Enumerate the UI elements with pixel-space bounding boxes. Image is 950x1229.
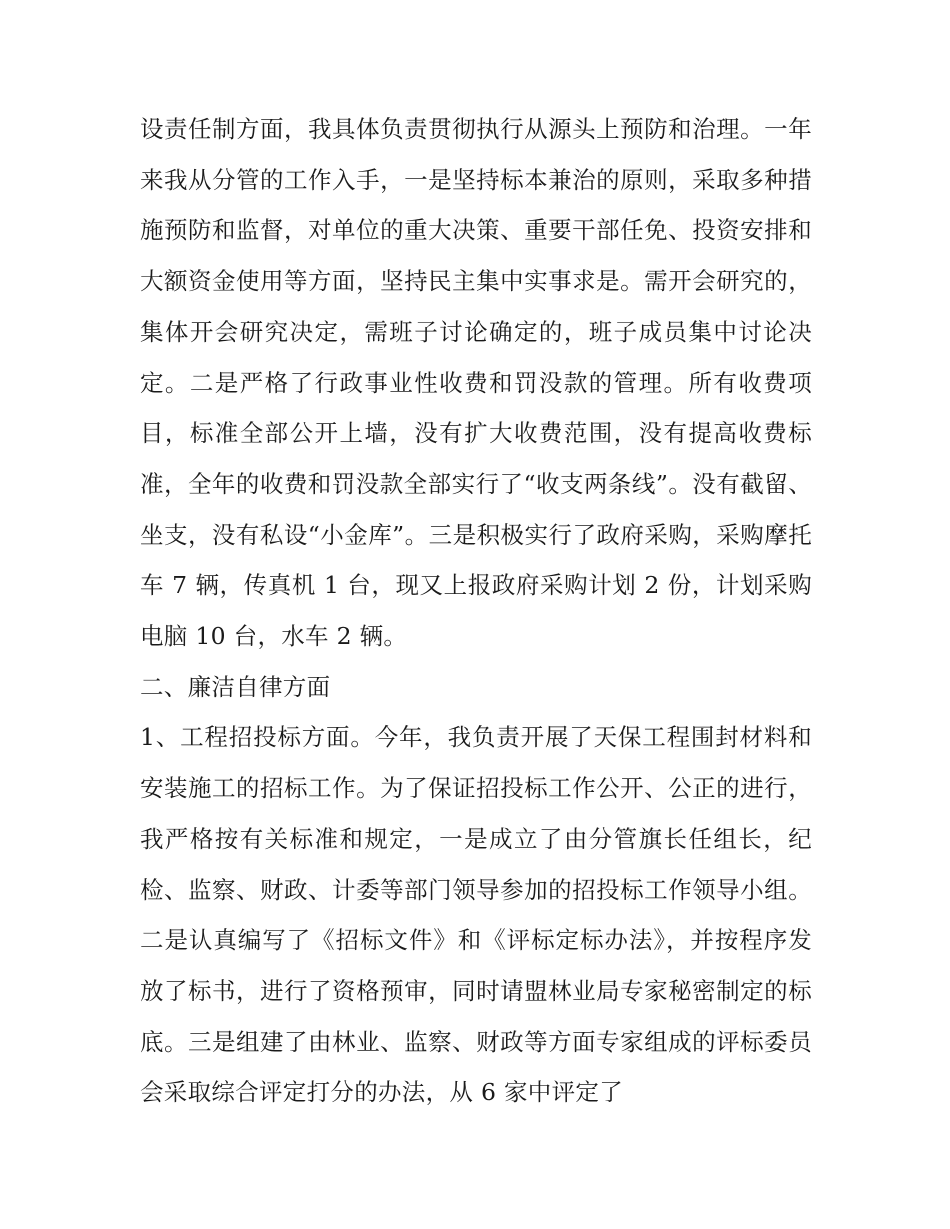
paragraph-responsibility-system: 设责任制方面，我具体负责贯彻执行从源头上预防和治理。一年来我从分管的工作入手，一是坚持标本兼治的原则，采取多种措施预防和监督，对单位的重大决策、重要干部任免、投资安排和大额资金使用等方面，坚持民主集中实事求是。需开会研究的，集体开会研究决定，需班子讨论确定的，班子成员集中讨论决定。二是严格了行政事业性收费和罚没款的管理。所有收费项目，标准全部公开上墙，没有扩大收费范围，没有提高收费标准，全年的收费和罚没款全部实行了“收支两条线”。没有截留、坐支，没有私设“小金库”。三是积极实行了政府采购，采购摩托车 7 辆，传真机 1 台，现又上报政府采购计划 2 份，计划采购电脑 10 台，水车 2 辆。 (140, 115, 812, 651)
paragraph-bidding: 1、工程招投标方面。今年，我负责开展了天保工程围封材料和安装施工的招标工作。为了保证招投标工作公开、公正的进行，我严格按有关标准和规定，一是成立了由分管旗长任组长，纪检、监察、财政、计委等部门领导参加的招投标工作领导小组。二是认真编写了《招标文件》和《评标定标办法》，并按程序发放了标书，进行了资格预审，同时请盟林业局专家秘密制定的标底。三是组建了由林业、监察、财政等方面专家组成的评标委员会采取综合评定打分的办法，从 6 家中评定了 (140, 723, 812, 1107)
document-body (140, 104, 812, 1118)
section-heading-integrity: 二、廉洁自律方面 (140, 672, 331, 701)
